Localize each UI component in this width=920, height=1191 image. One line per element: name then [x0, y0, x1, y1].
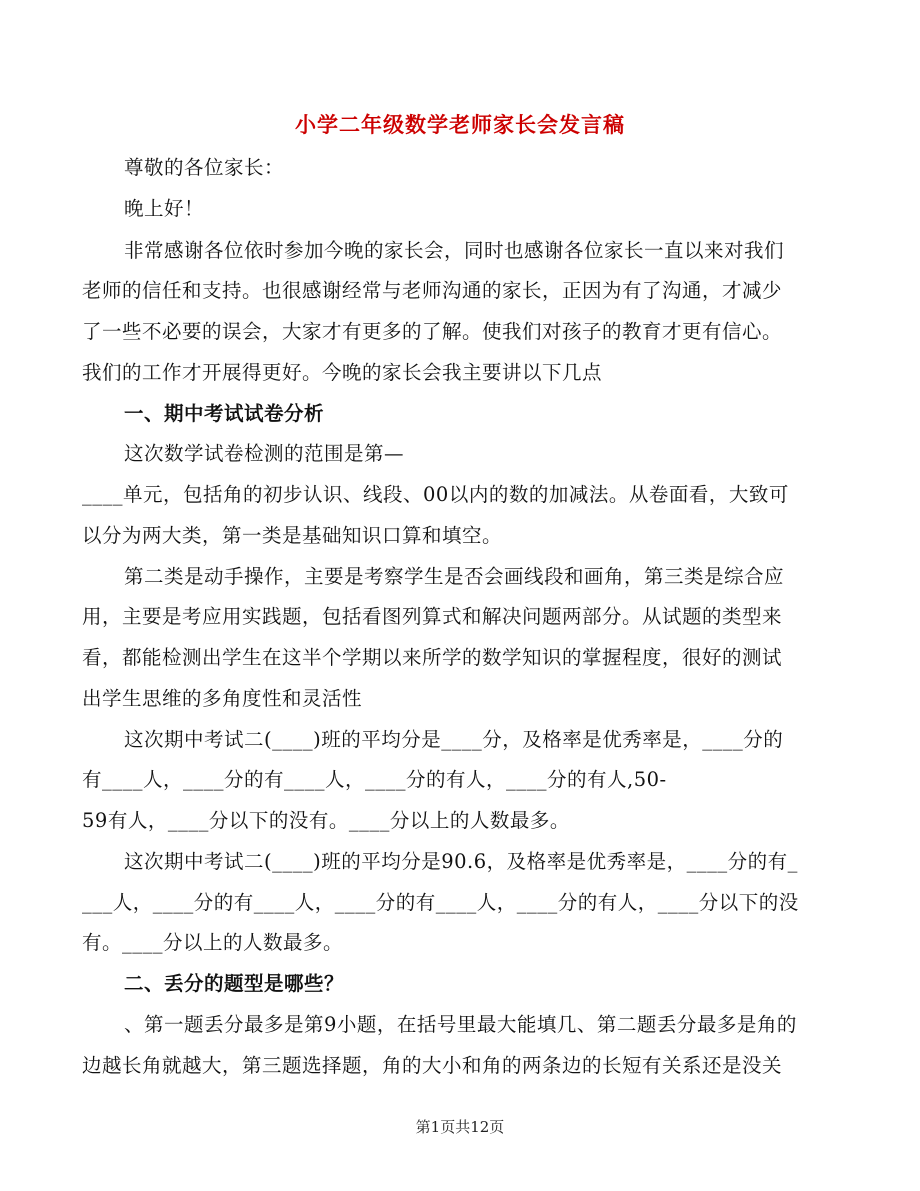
paragraph-line: ___人，____分的有____人，____分的有____人，____分的有人，____分以下的没 [82, 891, 799, 914]
section-heading-1: 一、期中考试试卷分析 [124, 402, 325, 425]
paragraph-line: 这次数学试卷检测的范围是第— [124, 442, 405, 465]
paragraph-line: 第二类是动手操作，主要是考察学生是否会画线段和画角，第三类是综合应 [124, 565, 785, 588]
paragraph-line: 有。____分以上的人数最多。 [82, 931, 344, 954]
page-number: 第1页共12页 [415, 1118, 505, 1136]
paragraph-line: 以分为两大类，第一类是基础知识口算和填空。 [82, 524, 503, 547]
paragraph-line: 边越长角就越大，第三题选择题，角的大小和角的两条边的长短有关系还是没关 [82, 1054, 783, 1077]
greeting: 晚上好！ [124, 197, 205, 220]
paragraph-line: 了一些不必要的误会，大家才有更多的了解。使我们对孩子的教育才更有信心。 [82, 320, 783, 343]
paragraph-line: 看，都能检测出学生在这半个学期以来所学的数学知识的掌握程度，很好的测试 [82, 646, 783, 669]
paragraph-line: 出学生思维的多角度性和灵活性 [82, 687, 363, 710]
paragraph-line: 这次期中考试二(____)班的平均分是90.6，及格率是优秀率是，____分的有_ [124, 850, 798, 873]
paragraph-line: 、第一题丢分最多是第9小题，在括号里最大能填几、第二题丢分最多是角的 [124, 1013, 797, 1036]
section-heading-2: 二、丢分的题型是哪些？ [124, 972, 345, 995]
paragraph-line: 这次期中考试二(____)班的平均分是____分，及格率是优秀率是，____分的 [124, 728, 784, 751]
paragraph-line: ____单元，包括角的初步认识、线段、00以内的数的加减法。从卷面看，大致可 [82, 483, 789, 506]
paragraph-line: 我们的工作才开展得更好。今晚的家长会我主要讲以下几点 [82, 361, 603, 384]
paragraph-line: 非常感谢各位依时参加今晚的家长会，同时也感谢各位家长一直以来对我们 [124, 239, 785, 262]
paragraph-line: 用，主要是考应用实践题，包括看图列算式和解决问题两部分。从试题的类型来 [82, 605, 783, 628]
document-title: 小学二年级数学老师家长会发言稿 [295, 112, 625, 137]
paragraph-line: 有____人，____分的有____人，____分的有人，____分的有人,50- [82, 768, 667, 791]
paragraph-line: 老师的信任和支持。也很感谢经常与老师沟通的家长，正因为有了沟通，才减少 [82, 279, 783, 302]
paragraph-line: 59有人，____分以下的没有。____分以上的人数最多。 [82, 809, 570, 832]
salutation: 尊敬的各位家长： [124, 156, 285, 179]
